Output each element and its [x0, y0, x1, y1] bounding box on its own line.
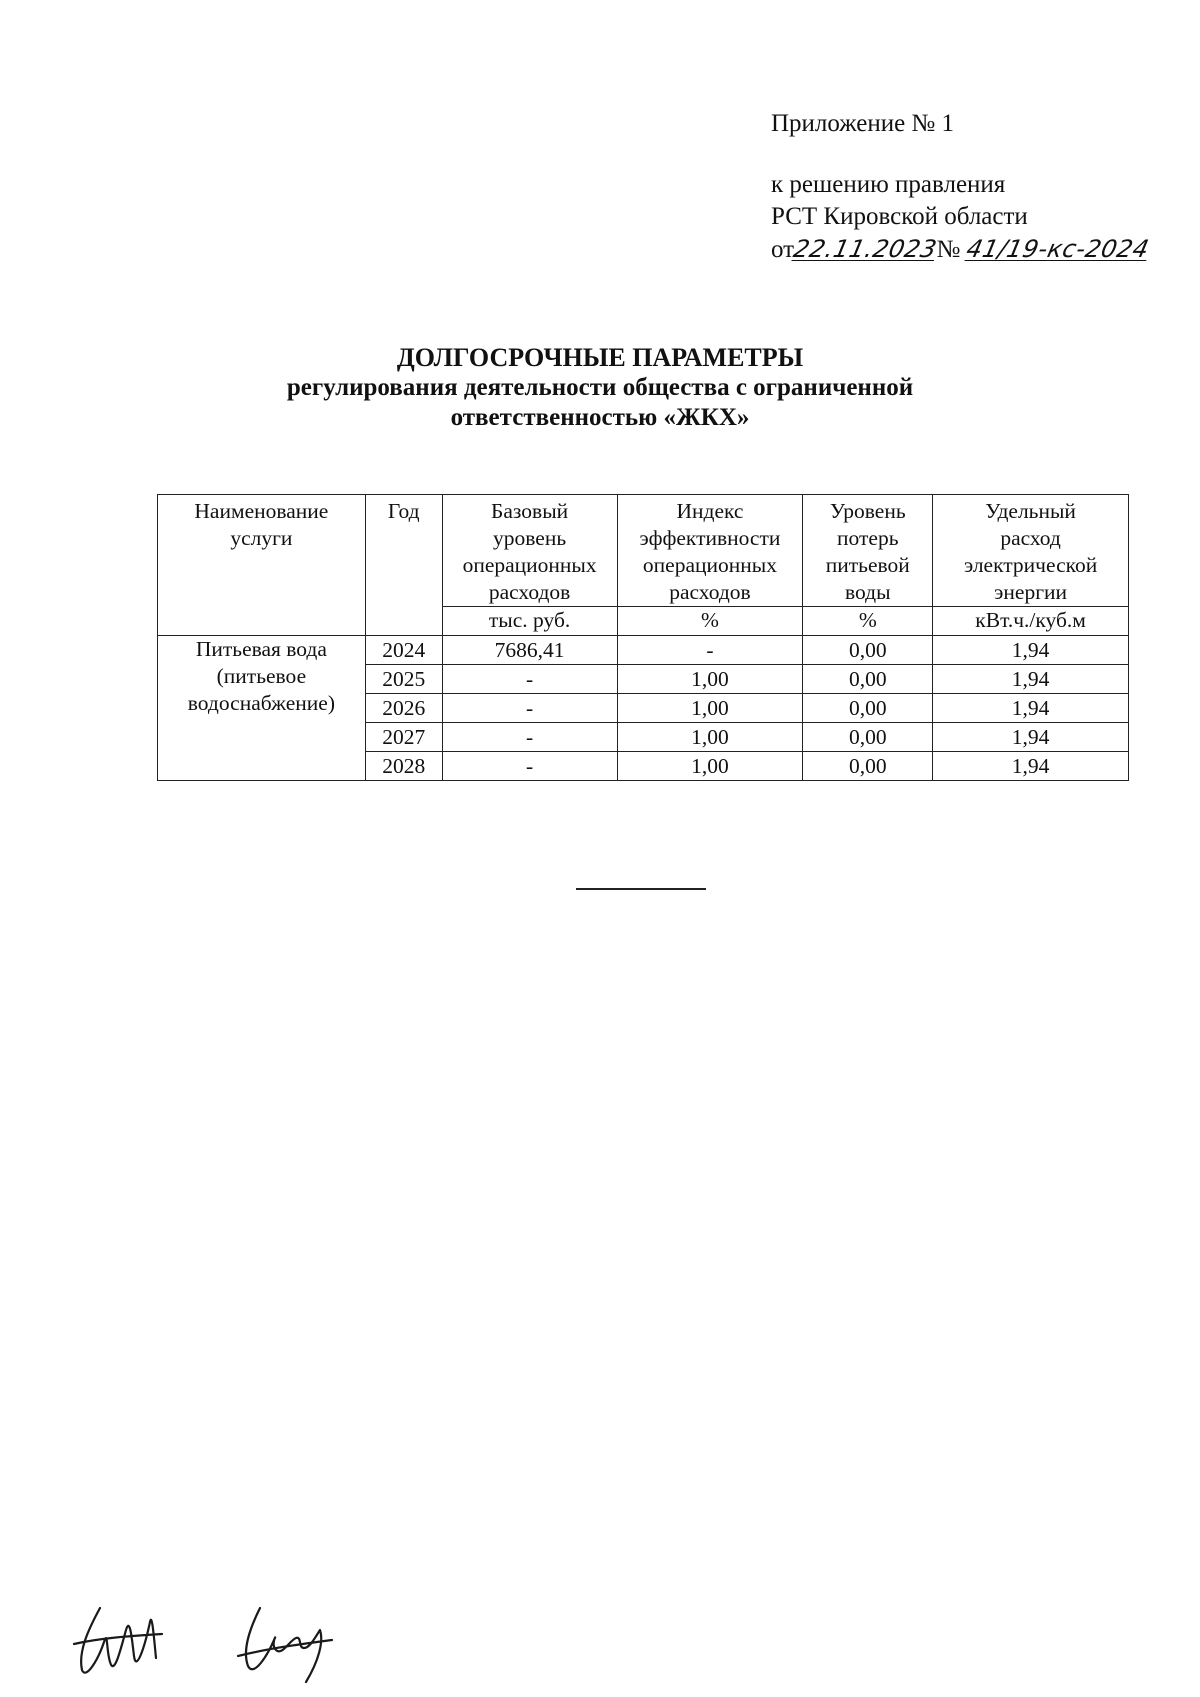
cell-losses: 0,00	[803, 723, 933, 752]
title-line-3: ответственностью «ЖКХ»	[450, 404, 750, 431]
header-year: Год	[365, 495, 442, 636]
signatures	[70, 1600, 340, 1690]
cell-losses: 0,00	[803, 694, 933, 723]
appendix-block	[771, 108, 1152, 266]
cell-index: 1,00	[617, 665, 803, 694]
parameters-table	[157, 494, 1129, 781]
cell-energy: 1,94	[933, 723, 1129, 752]
cell-base: 7686,41	[442, 636, 617, 665]
cell-year: 2024	[365, 636, 442, 665]
header-base-opex: Базовый уровень операционных расходов	[442, 495, 617, 607]
header-efficiency-index: Индекс эффективности операционных расходов	[617, 495, 803, 607]
decision-date: 22.11.2023	[791, 235, 940, 263]
number-prefix: №	[936, 236, 961, 263]
title-main: ДОЛГОСРОЧНЫЕ ПАРАМЕТРЫ	[396, 343, 804, 372]
cell-year: 2027	[365, 723, 442, 752]
table-header-row	[158, 495, 1129, 607]
cell-energy: 1,94	[933, 694, 1129, 723]
header-service: Наименование услуги	[158, 495, 366, 636]
cell-losses: 0,00	[803, 636, 933, 665]
title-line-2: регулирования деятельности общества с ограниченной	[286, 374, 914, 401]
unit-index: %	[617, 607, 803, 636]
signature-2	[238, 1608, 332, 1682]
cell-base: -	[442, 723, 617, 752]
document-title	[0, 343, 1200, 433]
appendix-title: Приложение № 1	[771, 110, 955, 137]
cell-index: 1,00	[617, 723, 803, 752]
header-energy-consumption: Удельный расход электрической энергии	[933, 495, 1129, 607]
decision-date-line	[771, 233, 1152, 266]
unit-base: тыс. руб.	[442, 607, 617, 636]
signature-1	[74, 1608, 162, 1673]
cell-index: -	[617, 636, 803, 665]
cell-year: 2025	[365, 665, 442, 694]
unit-losses: %	[803, 607, 933, 636]
decision-line-1: к решению правления	[771, 171, 1006, 198]
cell-year: 2028	[365, 752, 442, 781]
cell-energy: 1,94	[933, 636, 1129, 665]
cell-losses: 0,00	[803, 752, 933, 781]
decision-number: 41/19-кс-2024	[963, 235, 1152, 263]
cell-base: -	[442, 665, 617, 694]
closing-rule	[576, 888, 706, 890]
cell-base: -	[442, 752, 617, 781]
cell-year: 2026	[365, 694, 442, 723]
cell-base: -	[442, 694, 617, 723]
unit-energy: кВт.ч./куб.м	[933, 607, 1129, 636]
cell-losses: 0,00	[803, 665, 933, 694]
decision-line-2: РСТ Кировской области	[771, 203, 1028, 230]
cell-energy: 1,94	[933, 752, 1129, 781]
service-name: Питьевая вода (питьевое водоснабжение)	[158, 636, 366, 781]
header-water-losses: Уровень потерь питьевой воды	[803, 495, 933, 607]
date-prefix: от	[771, 236, 795, 263]
cell-index: 1,00	[617, 694, 803, 723]
table-row	[158, 636, 1129, 665]
cell-index: 1,00	[617, 752, 803, 781]
cell-energy: 1,94	[933, 665, 1129, 694]
